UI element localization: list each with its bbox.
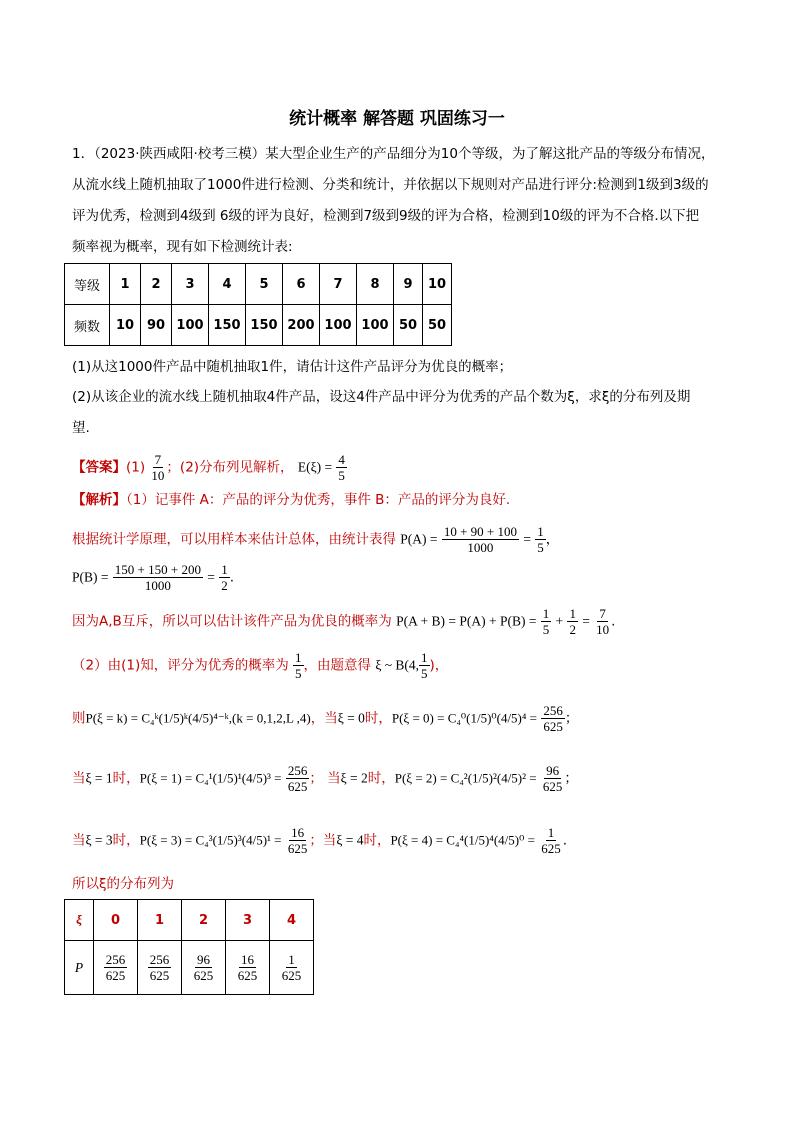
analysis-text: ，由题意得 — [303, 657, 372, 674]
answer-tag: 【答案】 — [72, 459, 126, 476]
fraction-denominator: 5 — [421, 666, 428, 681]
fraction — [280, 952, 304, 983]
fraction-denominator: 5 — [537, 540, 544, 555]
analysis-text: （1）记事件 A：产品的评分为优秀，事件 B：产品的评分为良好. — [126, 492, 511, 508]
analysis-line-2 — [72, 524, 559, 555]
fraction-numerator: 256 — [543, 703, 563, 718]
fraction-denominator: 5 — [542, 622, 550, 637]
xi-cell: 3 — [226, 900, 270, 941]
math-expr: ξ = 1 — [85, 770, 113, 786]
p-cell — [94, 941, 138, 995]
page-title: 统计概率 解答题 巩固练习一 — [289, 109, 505, 129]
fraction-numerator: 256 — [149, 952, 170, 967]
fraction-denominator: 2 — [569, 622, 576, 637]
p-cell — [226, 941, 270, 995]
punct: . — [562, 832, 567, 849]
fraction — [541, 763, 565, 794]
punct: ； — [564, 770, 578, 787]
math-expr: P(ξ = 4) = C₄⁴(1/5)⁴(4/5)⁰ = — [390, 832, 535, 848]
problem-line-4: 频率视为概率，现有如下检测统计表: — [72, 239, 293, 255]
question-2-end: 望. — [72, 420, 90, 436]
math-expr: ξ = 4 — [336, 832, 364, 848]
count-cell: 100 — [172, 305, 209, 346]
analysis-line-6 — [72, 703, 578, 734]
grade-table — [64, 263, 452, 346]
fraction-numerator: 1 — [547, 825, 555, 840]
distribution-table — [64, 899, 314, 995]
fraction-denominator: 5 — [338, 468, 345, 483]
math-expr: = — [207, 569, 215, 585]
xi-cell: 2 — [182, 900, 226, 941]
question-1: (1)从这1000件产品中随机抽取1件，请估计这件产品评分为优良的概率； — [72, 359, 513, 375]
fraction — [219, 562, 230, 593]
grade-cell: 3 — [172, 264, 209, 305]
math-expr: ξ ~ B(4, — [375, 657, 420, 673]
grade-row — [65, 264, 452, 305]
fraction-denominator: 2 — [221, 578, 228, 593]
fraction — [293, 650, 304, 681]
p-cell — [138, 941, 182, 995]
grade-row-label: 等级 — [65, 264, 110, 305]
grade-cell: 7 — [320, 264, 357, 305]
math-expr: P(ξ = 2) = C₄²(1/5)²(4/5)² = — [394, 770, 537, 786]
math-expr: = — [582, 613, 590, 629]
fraction-numerator: 1 — [537, 524, 544, 539]
analysis-text: 时， — [367, 770, 395, 787]
fraction-numerator: 7 — [599, 606, 606, 621]
analysis-text: 当 — [72, 832, 86, 849]
count-cell: 150 — [246, 305, 283, 346]
analysis-text: （2）由(1)知，评分为优秀的概率为 — [72, 657, 289, 674]
grade-cell: 1 — [110, 264, 141, 305]
fraction-numerator: 96 — [546, 763, 560, 778]
fraction-denominator: 625 — [541, 841, 561, 856]
analysis-text: 时， — [112, 770, 140, 787]
analysis-text: 时， — [363, 832, 391, 849]
fraction — [192, 952, 216, 983]
math-expr: ξ = 0 — [337, 710, 365, 726]
math-expr: P(ξ = 3) = C₄³(1/5)³(4/5)¹ = — [139, 832, 282, 848]
analysis-text: )， — [429, 657, 449, 674]
p-header: P — [65, 941, 94, 995]
xi-row — [65, 900, 314, 941]
punct: ； — [564, 710, 579, 727]
fraction-numerator: 1 — [288, 952, 295, 967]
math-expr: P(A) = — [400, 531, 438, 547]
fraction — [539, 825, 563, 856]
fraction-denominator: 10 — [596, 622, 610, 637]
p-cell — [270, 941, 314, 995]
fraction — [541, 606, 552, 637]
problem-line-2: 从流水线上随机抽取了1000件进行检测、分类和统计，并依据以下规则对产品进行评分:检测到1级到3级的 — [72, 177, 709, 193]
fraction — [541, 703, 565, 734]
grade-cell: 9 — [394, 264, 423, 305]
xi-cell: 0 — [94, 900, 138, 941]
fraction-denominator: 625 — [281, 968, 302, 983]
grade-cell: 6 — [283, 264, 320, 305]
fraction — [594, 606, 611, 637]
xi-cell: 1 — [138, 900, 182, 941]
fraction — [104, 952, 128, 983]
math-expr: P(B) = — [72, 569, 109, 585]
fraction-numerator: 96 — [197, 952, 210, 967]
fraction-denominator: 625 — [543, 719, 563, 734]
fraction-denominator: 1000 — [467, 540, 494, 555]
xi-cell: 4 — [270, 900, 314, 941]
punct: . — [611, 613, 616, 630]
fraction — [236, 952, 260, 983]
fraction — [442, 524, 519, 555]
problem-line-3: 评为优秀，检测到4级到 6级的评为良好，检测到7级到9级的评为合格，检测到10级的评为不合格.以下把 — [72, 208, 700, 224]
fraction-numerator: 1 — [421, 650, 428, 665]
fraction-denominator: 5 — [295, 666, 302, 681]
math-expr: + — [555, 613, 564, 629]
analysis-text: 时， — [364, 710, 392, 727]
count-cell: 90 — [141, 305, 172, 346]
fraction-numerator: 16 — [241, 952, 254, 967]
grade-cell: 5 — [246, 264, 283, 305]
grade-cell: 4 — [209, 264, 246, 305]
fraction-numerator: 256 — [105, 952, 126, 967]
fraction — [286, 825, 310, 856]
math-expr: = — [523, 531, 531, 547]
answer-fraction-1 — [149, 452, 166, 483]
p-row — [65, 941, 314, 995]
fraction-denominator: 625 — [287, 841, 308, 856]
count-cell: 50 — [423, 305, 452, 346]
math-expr: ξ = 3 — [85, 832, 113, 848]
fraction-denominator: 625 — [193, 968, 214, 983]
analysis-line-8 — [72, 825, 567, 856]
count-cell: 50 — [394, 305, 423, 346]
fraction-denominator: 625 — [542, 779, 563, 794]
fraction — [148, 952, 172, 983]
count-cell: 150 — [209, 305, 246, 346]
fraction-denominator: 625 — [237, 968, 258, 983]
fraction-numerator: 1 — [221, 562, 228, 577]
xi-header: ξ — [65, 900, 94, 941]
fraction-numerator: 4 — [338, 452, 345, 467]
analysis-text: 因为A,B互斥，所以可以估计该件产品为优良的概率为 — [72, 613, 392, 630]
math-expr: ξ = 2 — [340, 770, 368, 786]
question-2: (2)从该企业的流水线上随机抽取4件产品，设这4件产品中评分为优秀的产品个数为ξ，求ξ的分布列及期 — [72, 389, 691, 405]
answer-part1: (1) — [126, 459, 146, 476]
math-expr: P(A + B) = P(A) + P(B) = — [396, 613, 537, 629]
math-expr: P(ξ = 1) = C₄¹(1/5)¹(4/5)³ = — [139, 770, 282, 786]
fraction-numerator: 16 — [291, 825, 305, 840]
count-cell: 100 — [357, 305, 394, 346]
fraction-denominator: 625 — [149, 968, 170, 983]
analysis-line-4 — [72, 606, 615, 637]
answer-part2: ；(2)分布列见解析， — [166, 459, 294, 476]
analysis-text: 当 — [72, 770, 86, 787]
count-cell: 10 — [110, 305, 141, 346]
grade-cell: 2 — [141, 264, 172, 305]
answer-line — [72, 452, 347, 483]
analysis-line-7 — [72, 763, 578, 794]
fraction — [286, 763, 310, 794]
fraction — [419, 650, 430, 681]
analysis-line-1 — [72, 490, 510, 510]
punct: . — [229, 569, 234, 586]
punct: ， — [545, 531, 560, 548]
count-cell: 100 — [320, 305, 357, 346]
p-cell — [182, 941, 226, 995]
fraction-numerator: 1 — [542, 606, 550, 621]
analysis-text: 时， — [112, 832, 140, 849]
grade-cell: 10 — [423, 264, 452, 305]
analysis-line-3 — [72, 562, 234, 593]
fraction-denominator: 10 — [151, 468, 165, 483]
analysis-line-5 — [72, 650, 448, 681]
analysis-text: ； 当 — [309, 770, 341, 787]
fraction-numerator: 1 — [295, 650, 302, 665]
math-expr: P(ξ = k) = C₄ᵏ(1/5)ᵏ(4/5)⁴⁻ᵏ,(k = 0,1,2,L ,4) — [85, 710, 311, 726]
fraction-numerator: 10 + 90 + 100 — [443, 524, 518, 539]
analysis-text: 根据统计学原理，可以用样本来估计总体，由统计表得 — [72, 531, 396, 548]
count-row-label: 频数 — [65, 305, 110, 346]
fraction-numerator: 7 — [154, 452, 162, 467]
fraction-numerator: 256 — [287, 763, 308, 778]
fraction-numerator: 1 — [569, 606, 576, 621]
count-row — [65, 305, 452, 346]
math-expr: P(ξ = 0) = C₄⁰(1/5)⁰(4/5)⁴ = — [391, 710, 538, 726]
answer-expectation: E(ξ) = — [297, 459, 333, 475]
analysis-line-9: 所以ξ的分布列为 — [72, 876, 175, 892]
analysis-text: ；当 — [309, 832, 337, 849]
answer-fraction-2 — [336, 452, 347, 483]
fraction — [113, 562, 203, 593]
grade-cell: 8 — [357, 264, 394, 305]
fraction-denominator: 625 — [105, 968, 126, 983]
problem-line-1 — [72, 144, 714, 164]
analysis-text: 则 — [72, 710, 86, 727]
count-cell: 200 — [283, 305, 320, 346]
fraction — [535, 524, 546, 555]
fraction-denominator: 1000 — [144, 578, 171, 593]
fraction — [567, 606, 578, 637]
problem-text: 1．（2023·陕西咸阳·校考三模）某大型企业生产的产品细分为10个等级，为了解这批产品的等级分布情况， — [72, 146, 715, 162]
analysis-tag: 【解析】 — [72, 492, 126, 508]
fraction-denominator: 625 — [287, 779, 308, 794]
analysis-text: ，当 — [310, 710, 338, 727]
fraction-numerator: 150 + 150 + 200 — [114, 562, 201, 577]
